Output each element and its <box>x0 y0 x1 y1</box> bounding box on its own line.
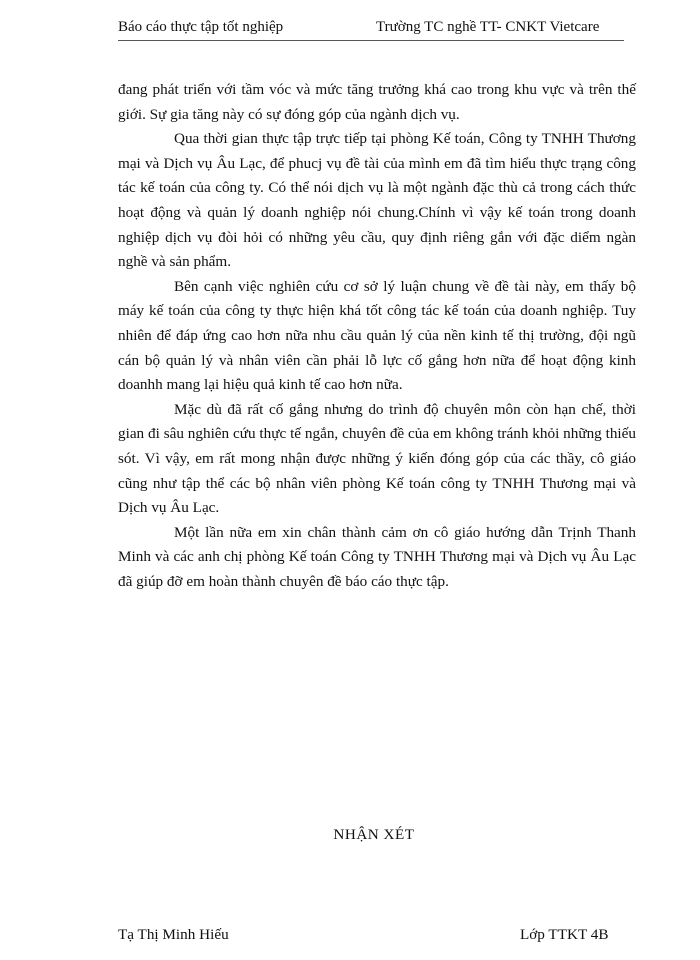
paragraph-internship: Qua thời gian thực tập trực tiếp tại phòng Kế toán, Công ty TNHH Thương mại và Dịch vụ Âu Lạc, để phucj vụ đề tài của mình em đã tìm hiểu thực trạng công tác kế toán của công ty. Có thể nói dịch vụ là một ngành đặc thù cả trong cách thức hoạt động và quản lý doanh nghiệp nói chung.Chính vì vậy kế toán trong doanh nghiệp dịch vụ đòi hỏi có những yêu cầu, quy định riêng gắn với đặc diểm ngàn nghề và sản phẩm. <box>118 130 636 271</box>
paragraph-continuation: đang phát triển với tầm vóc và mức tăng trưởng khá cao trong khu vực và trên thế giới. Sự gia tăng này có sự đóng góp của ngành dịch vụ. <box>118 81 636 123</box>
page-header <box>118 14 624 41</box>
footer-class: Lớp TTKT 4B <box>520 926 609 943</box>
paragraph-research: Bên cạnh việc nghiên cứu cơ sở lý luận chung về đề tài này, em thấy bộ máy kế toán của công ty thực hiện khá tốt công tác kế toán của doanh nghiệp. Tuy nhiên để đáp ứng cao hơn nữa nhu cầu quản lý của nền kinh tế thị trường, đội ngũ cán bộ quản lý và nhân viên cần phải lỗ lực cố gắng hơn nữa để hoạt động kinh doanhh mang lại hiệu quả kinh tế cao hơn nữa. <box>118 277 636 394</box>
footer-author: Tạ Thị Minh Hiếu <box>118 926 229 943</box>
header-report-title: Báo cáo thực tập tốt nghiệp <box>118 19 284 35</box>
header-school-name: Trường TC nghề TT- CNKT Vietcare <box>376 19 600 35</box>
body-text <box>118 78 636 594</box>
paragraph-thanks: Một lần nữa em xin chân thành cảm ơn cô giáo hướng dẫn Trịnh Thanh Minh và các anh chị phòng Kế toán Công ty TNHH Thương mại và Dịch vụ Âu Lạc đã giúp đỡ em hoàn thành chuyên đề báo cáo thực tập. <box>118 523 636 590</box>
section-title: NHẬN XÉT <box>333 826 415 843</box>
paragraph-limitations: Mặc dù đã rất cố gắng nhưng do trình độ chuyên môn còn hạn chế, thời gian đi sâu nghiên cứu thực tế ngắn, chuyên đề của em không tránh khỏi những thiếu sót. Vì vậy, em rất mong nhận được những ý kiến đóng góp của các thầy, cô giáo cũng như tập thể các bộ nhân viên phòng Kế toán công ty TNHH Thương mại và Dịch vụ Âu Lạc. <box>118 400 636 517</box>
